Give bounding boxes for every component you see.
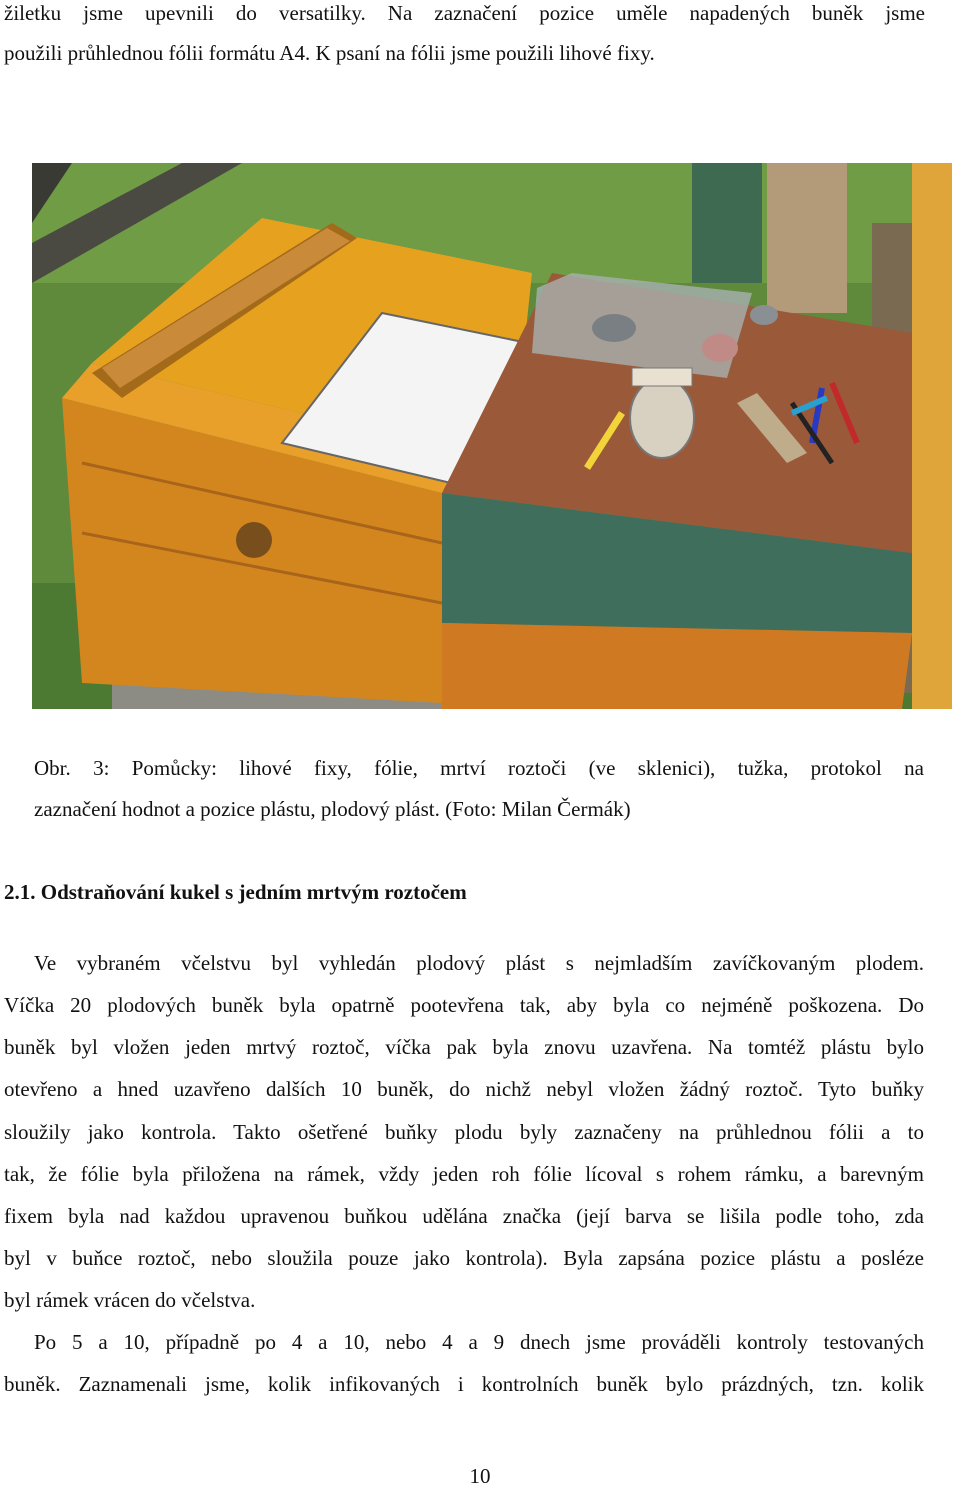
paragraph-line: buněk. Zaznamenali jsme, kolik infikovaných i kontrolních buněk bylo prázdných, tzn. kolik (4, 1372, 924, 1396)
paragraph-line: fixem byla nad každou upravenou buňkou udělána značka (její barva se lišila podle toho, zda (4, 1204, 924, 1228)
paragraph-line: byl v buňce roztoč, nebo sloužila pouze jako kontrola). Byla zapsána pozice plástu a posléze (4, 1246, 924, 1270)
paragraph-line: otevřeno a hned uzavřeno dalších 10 buněk, do nichž nebyl vložen žádný roztoč. Tyto buňky (4, 1077, 924, 1101)
page-number: 10 (469, 1464, 491, 1488)
section-heading: 2.1. Odstraňování kukel s jedním mrtvým roztočem (4, 880, 467, 904)
paragraph-line: buněk byl vložen jeden mrtvý roztoč, víčka pak byla znovu uzavřena. Na tomtéž plástu bylo (4, 1035, 924, 1059)
figure-caption-line-2: zaznačení hodnot a pozice plástu, plodový plást. (Foto: Milan Čermák) (34, 797, 631, 821)
paragraph-line: Víčka 20 plodových buněk byla opatrně pootevřena tak, aby byla co nejméně poškozena. Do (4, 993, 924, 1017)
figure-caption-line-1: Obr. 3: Pomůcky: lihové fixy, fólie, mrtví roztoči (ve sklenici), tužka, protokol na (34, 756, 924, 780)
paragraph-line: Ve vybraném včelstvu byl vyhledán plodový plást s nejmladším zavíčkovaným plodem. (34, 951, 924, 975)
paragraph-line: tak, že fólie byla přiložena na rámek, vždy jeden roh fólie lícoval s rohem rámku, a barevným (4, 1162, 924, 1186)
intro-line-2: použili průhlednou fólii formátu A4. K psaní na fólii jsme použili lihové fixy. (4, 41, 655, 65)
paragraph-line: Po 5 a 10, případně po 4 a 10, nebo 4 a 9 dnech jsme prováděli kontroly testovaných (34, 1330, 924, 1354)
intro-line-1: žiletku jsme upevnili do versatilky. Na zaznačení pozice uměle napadených buněk jsme (4, 1, 925, 25)
paragraph-line: sloužily jako kontrola. Takto ošetřené buňky plodu byly zaznačeny na průhlednou fólii a to (4, 1120, 924, 1144)
beehive-photo (32, 163, 952, 709)
paragraph-line: byl rámek vrácen do včelstva. (4, 1288, 256, 1312)
